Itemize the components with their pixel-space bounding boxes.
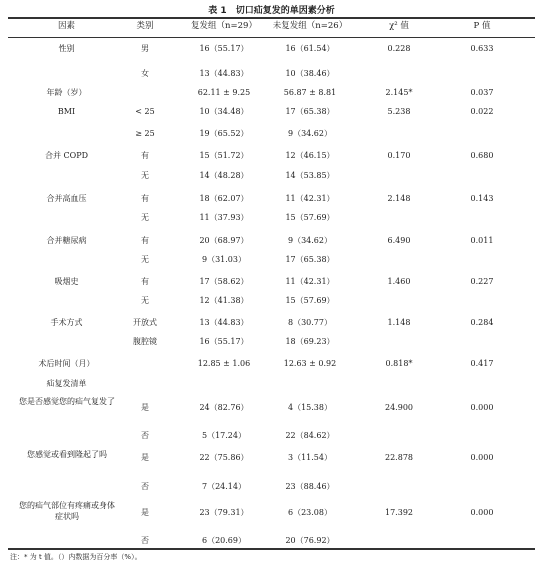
row-nonrecur-value: 23（88.46） <box>285 482 335 491</box>
row-nonrecur-value: 8（30.77） <box>288 318 332 327</box>
row-category: 有 <box>141 277 149 286</box>
row-recur-value: 20（68.97） <box>199 236 249 245</box>
row-chi-value: 5.238 <box>387 107 411 116</box>
row-category: 无 <box>141 296 149 305</box>
row-nonrecur-value: 14（53.85） <box>285 171 335 180</box>
row-nonrecur-value: 11（42.31） <box>285 194 335 203</box>
row-category: 否 <box>141 536 149 545</box>
row-recur-value: 6（20.69） <box>202 536 246 545</box>
row-recur-value: 7（24.14） <box>202 482 246 491</box>
row-nonrecur-value: 56.87 ± 8.81 <box>283 88 337 97</box>
row-recur-value: 10（34.48） <box>199 107 249 116</box>
row-nonrecur-value: 10（38.46） <box>285 69 335 78</box>
row-category: 女 <box>141 69 149 78</box>
row-recur-value: 19（65.52） <box>199 129 249 138</box>
row-recur-value: 9（31.03） <box>202 255 246 264</box>
row-nonrecur-value: 18（69.23） <box>285 337 335 346</box>
row-factor: BMI <box>57 107 76 116</box>
row-recur-value: 17（58.62） <box>199 277 249 286</box>
row-p-value: 0.000 <box>470 403 494 412</box>
table-top-rule <box>8 17 535 19</box>
row-recur-value: 13（44.83） <box>199 318 249 327</box>
row-factor: 您是否感觉您的疝气复发了 <box>19 397 115 406</box>
row-nonrecur-value: 9（34.62） <box>288 236 332 245</box>
row-chi-value: 17.392 <box>385 508 413 517</box>
row-recur-value: 12（41.38） <box>199 296 249 305</box>
header-p-value: P 值 <box>473 21 491 31</box>
row-category: 腹腔镜 <box>133 337 157 346</box>
table-header-rule <box>8 37 535 38</box>
row-nonrecur-value: 15（57.69） <box>285 213 335 222</box>
row-p-value: 0.000 <box>470 453 494 462</box>
row-recur-value: 14（48.28） <box>199 171 249 180</box>
row-recur-value: 24（82.76） <box>199 403 249 412</box>
row-p-value: 0.022 <box>470 107 494 116</box>
row-nonrecur-value: 9（34.62） <box>288 129 332 138</box>
row-nonrecur-value: 16（61.54） <box>285 44 335 53</box>
row-recur-value: 12.85 ± 1.06 <box>197 359 251 368</box>
header-recur-group: 复发组（n=29） <box>191 21 257 31</box>
row-factor: 手术方式 <box>50 318 83 327</box>
row-category: 无 <box>141 171 149 180</box>
row-nonrecur-value: 20（76.92） <box>285 536 335 545</box>
table-footnote: 注：* 为 t 值。（）内数据为百分率（%）。 <box>10 553 142 561</box>
row-nonrecur-value: 11（42.31） <box>285 277 335 286</box>
row-recur-value: 22（75.86） <box>199 453 249 462</box>
row-p-value: 0.227 <box>470 277 494 286</box>
row-nonrecur-value: 17（65.38） <box>285 107 335 116</box>
header-nonrecur-group: 未复发组（n=26） <box>272 21 348 31</box>
row-chi-value: 1.148 <box>387 318 411 327</box>
row-nonrecur-value: 15（57.69） <box>285 296 335 305</box>
row-category: < 25 <box>135 107 155 116</box>
row-category: 是 <box>141 453 149 462</box>
row-nonrecur-value: 4（15.38） <box>288 403 332 412</box>
row-category: 否 <box>141 431 149 440</box>
row-p-value: 0.417 <box>470 359 494 368</box>
row-recur-value: 15（51.72） <box>199 151 249 160</box>
row-nonrecur-value: 22（84.62） <box>285 431 335 440</box>
row-category: 男 <box>141 44 149 53</box>
row-category: 有 <box>141 236 149 245</box>
row-chi-value: 6.490 <box>387 236 411 245</box>
row-p-value: 0.680 <box>470 151 494 160</box>
row-category: 开放式 <box>133 318 157 327</box>
row-p-value: 0.011 <box>470 236 494 245</box>
header-category: 类别 <box>136 21 154 31</box>
row-p-value: 0.000 <box>470 508 494 517</box>
table-title: 表 1 切口疝复发的单因素分析 <box>208 6 335 16</box>
row-p-value: 0.037 <box>470 88 494 97</box>
row-recur-value: 13（44.83） <box>199 69 249 78</box>
row-recur-value: 62.11 ± 9.25 <box>197 88 251 97</box>
row-nonrecur-value: 3（11.54） <box>288 453 332 462</box>
row-factor: 您的疝气部位有疼痛或身体症状吗 <box>19 501 115 521</box>
row-factor: 术后时间（月） <box>38 359 95 368</box>
row-recur-value: 16（55.17） <box>199 337 249 346</box>
header-factor: 因素 <box>57 21 75 31</box>
row-chi-value: 24.900 <box>385 403 413 412</box>
row-category: 是 <box>141 508 149 517</box>
row-chi-value: 0.170 <box>387 151 411 160</box>
table-bottom-rule <box>8 548 535 550</box>
row-category: 无 <box>141 255 149 264</box>
row-factor: 吸烟史 <box>54 277 79 286</box>
row-recur-value: 16（55.17） <box>199 44 249 53</box>
row-chi-value: 1.460 <box>387 277 411 286</box>
row-recur-value: 11（37.93） <box>199 213 249 222</box>
row-category: 否 <box>141 482 149 491</box>
row-category: ≥ 25 <box>135 129 155 138</box>
row-factor: 您感觉或看到隆起了吗 <box>27 450 107 459</box>
row-factor: 年龄（岁） <box>46 88 87 97</box>
row-nonrecur-value: 12（46.15） <box>285 151 335 160</box>
row-category: 有 <box>141 151 149 160</box>
row-nonrecur-value: 12.63 ± 0.92 <box>283 359 337 368</box>
row-category: 有 <box>141 194 149 203</box>
row-nonrecur-value: 17（65.38） <box>285 255 335 264</box>
row-factor: 合并 COPD <box>44 151 89 160</box>
row-factor: 合并高血压 <box>46 194 87 203</box>
row-category: 无 <box>141 213 149 222</box>
row-chi-value: 2.148 <box>387 194 411 203</box>
row-factor: 合并糖尿病 <box>46 236 87 245</box>
row-recur-value: 18（62.07） <box>199 194 249 203</box>
row-factor: 疝复发清单 <box>46 379 87 388</box>
row-chi-value: 2.145* <box>385 88 413 97</box>
row-recur-value: 5（17.24） <box>202 431 246 440</box>
row-nonrecur-value: 6（23.08） <box>288 508 332 517</box>
row-p-value: 0.284 <box>470 318 494 327</box>
row-chi-value: 22.878 <box>385 453 413 462</box>
row-category: 是 <box>141 403 149 412</box>
row-p-value: 0.143 <box>470 194 494 203</box>
header-chi-value: χ² 值 <box>389 21 409 31</box>
row-recur-value: 23（79.31） <box>199 508 249 517</box>
row-chi-value: 0.228 <box>387 44 411 53</box>
row-factor: 性别 <box>58 44 75 53</box>
row-p-value: 0.633 <box>470 44 494 53</box>
row-chi-value: 0.818* <box>385 359 413 368</box>
